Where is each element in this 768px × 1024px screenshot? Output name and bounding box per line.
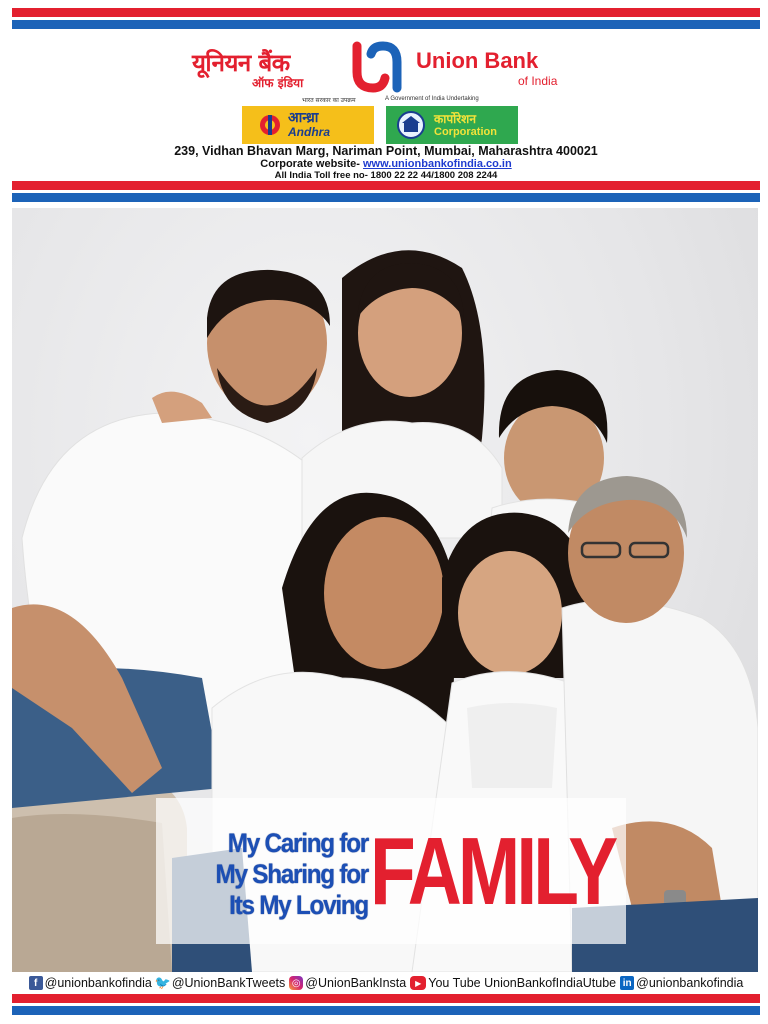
youtube-icon: ▶	[410, 976, 426, 990]
andhra-emblem-icon	[258, 113, 282, 137]
instagram-icon: ◎	[289, 976, 303, 990]
youtube-link[interactable]	[410, 976, 616, 990]
corporation-bank-logo	[386, 106, 518, 144]
social-media-bar	[12, 972, 760, 994]
top-blue-stripe	[12, 20, 760, 29]
top-red-stripe	[12, 8, 760, 17]
tagline-panel	[156, 798, 626, 944]
tagline-line-1: My Caring for	[227, 828, 368, 858]
andhra-english-label: Andhra	[288, 125, 330, 139]
andhra-bank-logo	[242, 106, 374, 144]
website-link[interactable]: www.unionbankofindia.co.in	[363, 158, 512, 170]
tagline-lines	[156, 828, 368, 921]
govt-undertaking-english: A Government of India Undertaking	[385, 96, 479, 102]
website-label: Corporate website-	[260, 158, 360, 170]
corporation-english-label: Corporation	[434, 126, 497, 138]
twitter-icon: 🐦	[154, 975, 171, 990]
instagram-link[interactable]	[289, 976, 406, 990]
corporation-hindi-label: कार्पोरेशन	[434, 112, 476, 126]
facebook-link[interactable]	[29, 976, 152, 990]
twitter-handle: @UnionBankTweets	[171, 976, 286, 990]
tagline-line-3: Its My Loving	[229, 890, 368, 920]
instagram-handle: @UnionBankInsta	[305, 976, 407, 990]
facebook-handle: @unionbankofindia	[44, 976, 152, 990]
corporation-emblem-icon	[396, 110, 426, 140]
middle-stripes	[12, 181, 760, 202]
logo-row	[12, 40, 760, 100]
tagline-line-2: My Sharing for	[215, 859, 368, 889]
andhra-hindi-label: आन्ध्रा	[288, 110, 319, 126]
union-bank-logo-icon	[349, 40, 405, 94]
linkedin-icon: in	[620, 976, 634, 990]
bank-address: 239, Vidhan Bhavan Marg, Nariman Point, Mumbai, Maharashtra 400021	[174, 144, 598, 158]
bank-sub-english: of India	[518, 74, 558, 88]
govt-undertaking	[12, 96, 760, 106]
tagline-family-word: FAMILY	[370, 818, 615, 925]
govt-undertaking-hindi: भारत सरकार का उपक्रम	[302, 97, 356, 104]
bottom-red-stripe	[12, 994, 760, 1003]
youtube-handle: You Tube UnionBankofIndiaUtube	[428, 976, 617, 990]
middle-red-stripe	[12, 181, 760, 190]
bottom-stripes	[12, 994, 760, 1015]
bank-name-english: Union Bank	[416, 48, 539, 73]
tollfree-number: All India Toll free no- 1800 22 22 44/1800 208 2244	[274, 170, 498, 181]
facebook-icon: f	[29, 976, 43, 990]
website-line	[12, 158, 760, 170]
middle-blue-stripe	[12, 193, 760, 202]
linkedin-link[interactable]	[620, 976, 743, 990]
bank-header	[12, 30, 760, 180]
linkedin-handle: @unionbankofindia	[636, 976, 744, 990]
bank-name-hindi: यूनियन बैंक	[192, 49, 290, 77]
twitter-link[interactable]	[156, 976, 285, 990]
top-stripes	[12, 8, 760, 29]
bank-sub-hindi: ऑफ इंडिया	[252, 76, 304, 90]
bottom-blue-stripe	[12, 1006, 760, 1015]
